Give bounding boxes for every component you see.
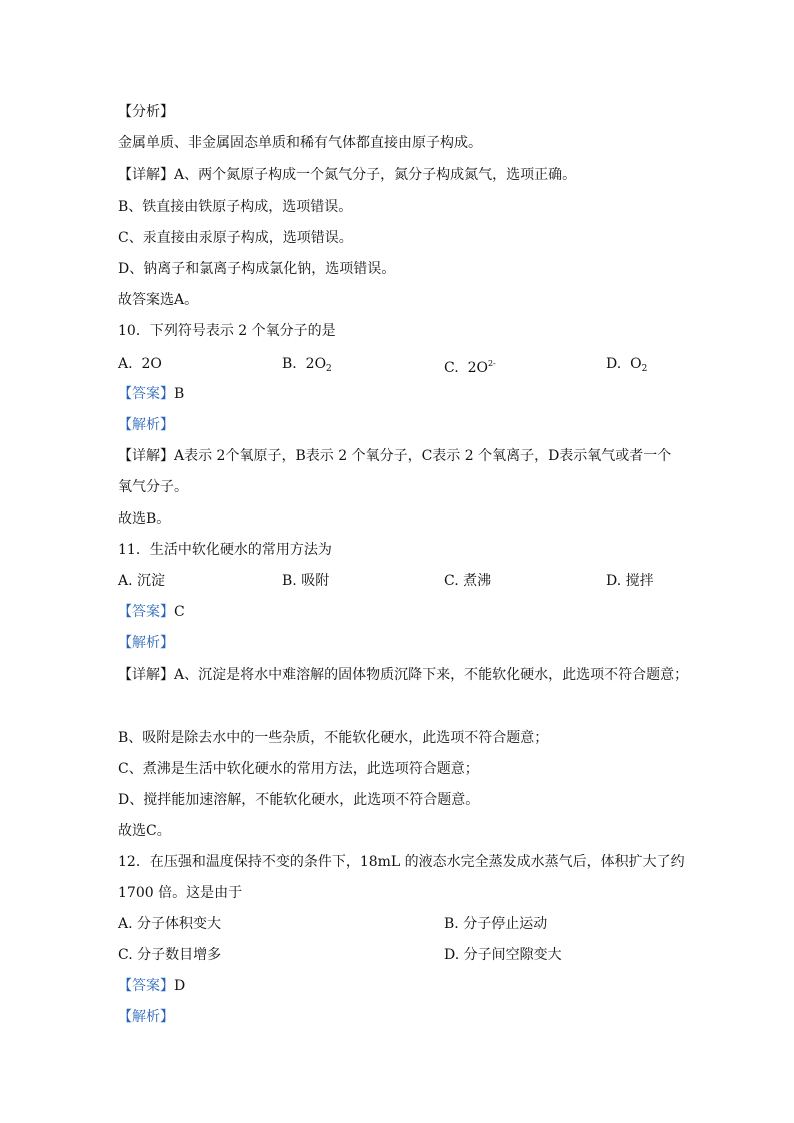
q11-option-c: C. 煮沸 (444, 573, 492, 589)
q11-option-a: A. 沉淀 (118, 573, 166, 589)
q12-option-a: A. 分子体积变大 (118, 916, 222, 932)
q11-detail-a-text: A、沉淀是将水中难溶解的固体物质沉降下来，不能软化硬水，此选项不符合题意； (174, 667, 689, 683)
answer-value: C (174, 604, 185, 620)
q10-option-b: B. $2O_2$ (282, 356, 332, 374)
q12-option-b: B. 分子停止运动 (444, 916, 548, 932)
analysis-heading: 【分析】 (118, 104, 174, 120)
q12-answer (118, 977, 185, 995)
q11-option-d: D. 搅拌 (606, 573, 654, 589)
q11-jiexi: 【解析】 (118, 635, 174, 651)
answer-label: 【答案】 (118, 386, 174, 402)
q12-jiexi: 【解析】 (118, 1009, 174, 1025)
q12-stem-line2: 1700 倍。这是由于 (118, 885, 243, 901)
q10-detail (118, 447, 671, 465)
answer-label: 【答案】 (118, 604, 174, 620)
detail-label: 【详解】 (118, 667, 174, 683)
q9-detail-d: D、钠离子和氯离子构成氯化钠，选项错误。 (118, 261, 396, 277)
q11-stem: 11．生活中软化硬水的常用方法为 (118, 542, 332, 558)
q9-detail-a (118, 166, 576, 184)
answer-label: 【答案】 (118, 978, 174, 994)
q10-detail-text: A表示 2个氧原子，B表示 2 个氧分子，C表示 2 个氧离子，D表示氧气或者一个 (174, 448, 672, 464)
q11-option-b: B. 吸附 (282, 573, 330, 589)
q11-detail-d: D、搅拌能加速溶解，不能软化硬水，此选项不符合题意。 (118, 792, 480, 808)
analysis-text: 金属单质、非金属固态单质和稀有气体都直接由原子构成。 (118, 135, 482, 151)
q10-detail-cont: 氧气分子。 (118, 479, 188, 495)
q10-stem: 10．下列符号表示 2 个氧分子的是 (118, 323, 336, 339)
detail-label: 【详解】 (118, 167, 174, 183)
q9-detail-a-text: A、两个氮原子构成一个氮气分子，氮分子构成氮气，选项正确。 (174, 167, 577, 183)
q10-option-c: C. $2O^{2-}$ (444, 359, 496, 376)
q10-option-a: A. 2O (118, 356, 162, 372)
q11-detail-a (118, 666, 688, 684)
q9-conclusion: 故答案选A。 (118, 292, 199, 308)
q11-detail-b: B、吸附是除去水中的一些杂质，不能软化硬水，此选项不符合题意； (118, 730, 549, 746)
q11-detail-c: C、煮沸是生活中软化硬水的常用方法，此选项符合题意； (118, 761, 479, 777)
q10-answer (118, 385, 184, 403)
q12-option-d: D. 分子间空隙变大 (444, 947, 562, 963)
answer-value: B (174, 386, 185, 402)
q12-stem-line1: 12．在压强和温度保持不变的条件下，18mL 的液态水完全蒸发成水蒸气后，体积扩大了约 (118, 854, 685, 870)
detail-label: 【详解】 (118, 448, 174, 464)
q11-answer (118, 603, 185, 621)
q11-conclusion: 故选C。 (118, 823, 171, 839)
q10-option-d: D. $O_2$ (606, 356, 648, 374)
q10-jiexi: 【解析】 (118, 417, 174, 433)
q10-conclusion: 故选B。 (118, 511, 171, 527)
q9-detail-b: B、铁直接由铁原子构成，选项错误。 (118, 199, 353, 215)
q9-detail-c: C、汞直接由汞原子构成，选项错误。 (118, 230, 353, 246)
answer-value: D (174, 978, 186, 994)
q12-option-c: C. 分子数目增多 (118, 947, 222, 963)
